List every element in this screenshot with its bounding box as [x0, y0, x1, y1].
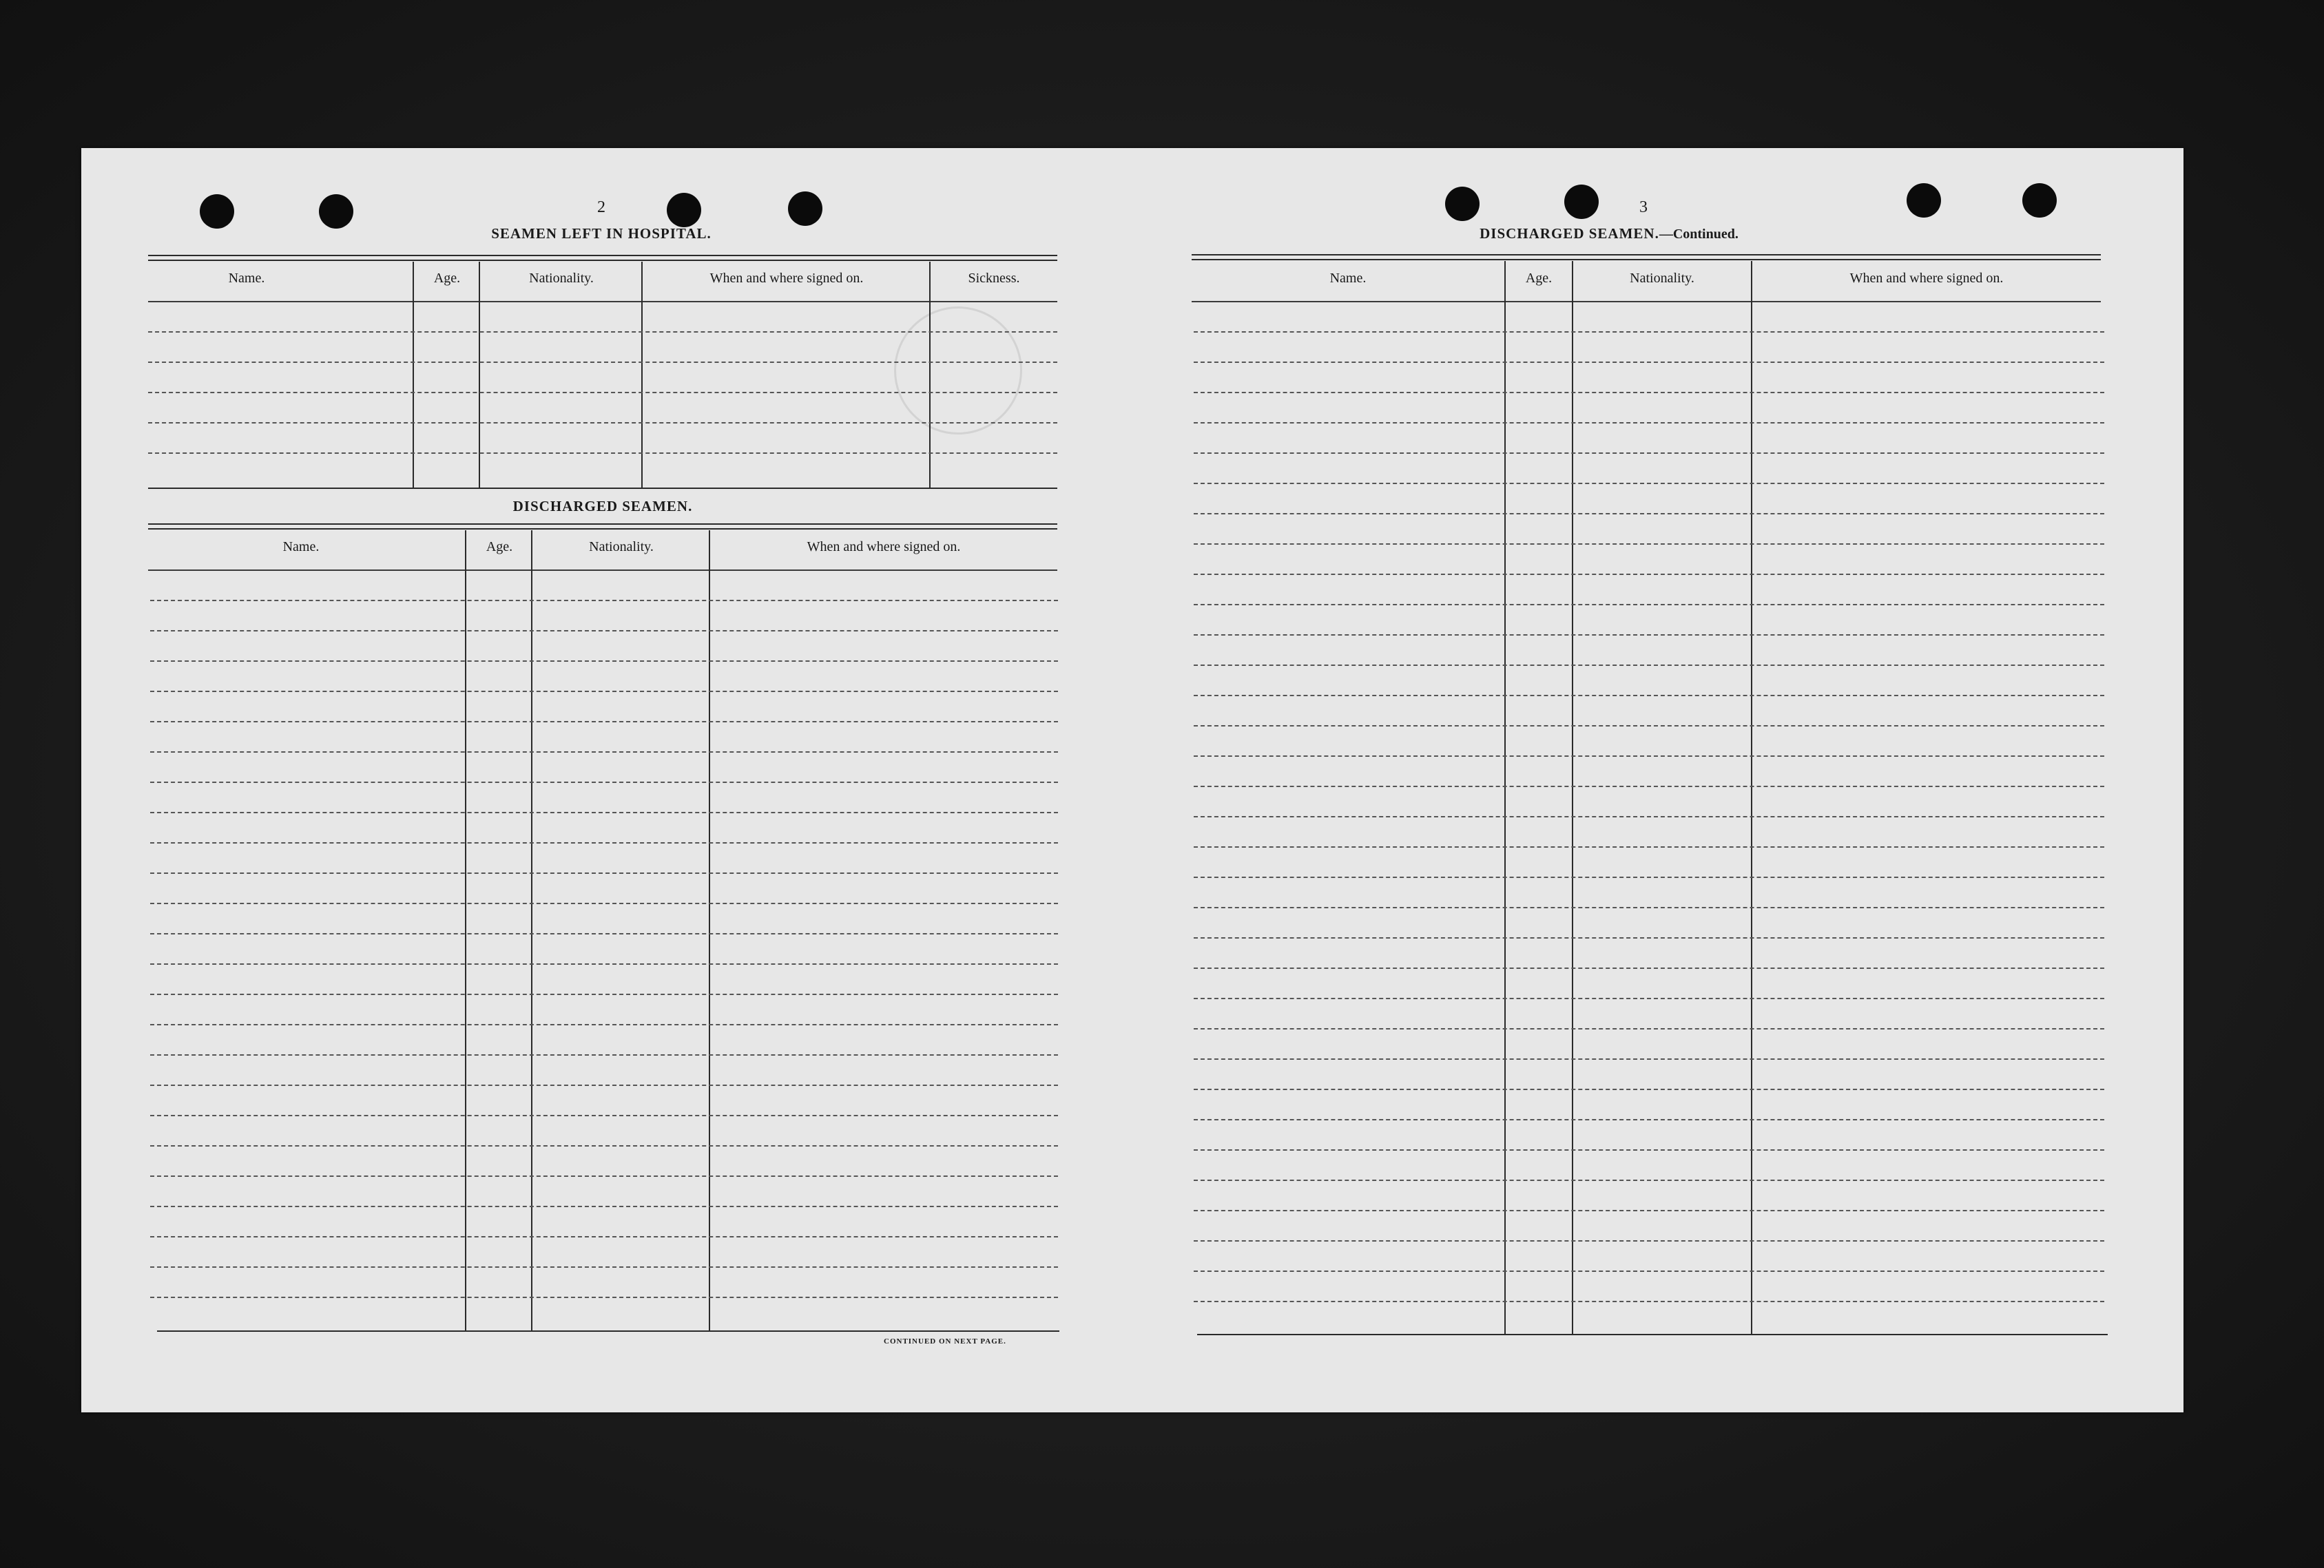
entry-line [1194, 968, 2104, 969]
entry-line [150, 994, 1058, 995]
entry-line [1194, 1301, 2104, 1302]
entry-line [1194, 998, 2104, 999]
entry-line [1194, 452, 2104, 454]
entry-line [1194, 1240, 2104, 1242]
entry-line [1194, 1058, 2104, 1060]
entry-line [150, 600, 1058, 601]
entry-line [150, 721, 1058, 722]
col-head-name: Name. [1329, 271, 1367, 286]
entry-line [150, 812, 1058, 813]
column-divider [709, 530, 710, 1330]
discharged-section-title: DISCHARGED SEAMEN. [512, 498, 693, 514]
page-number: 3 [1639, 198, 1648, 216]
hospital-top-rule [148, 255, 1057, 261]
entry-line [1194, 513, 2104, 514]
entry-line [148, 452, 1057, 454]
entry-line [1194, 543, 2104, 545]
entry-line [1194, 1028, 2104, 1029]
entry-line [148, 331, 1057, 333]
entry-line [1194, 331, 2104, 333]
continued-note: CONTINUED ON NEXT PAGE. [884, 1337, 1006, 1346]
entry-line [1194, 1210, 2104, 1211]
page-number: 2 [597, 198, 605, 216]
entry-line [1194, 1149, 2104, 1151]
hospital-bottom-rule [148, 488, 1057, 489]
col-head-signed-on: When and where signed on. [807, 539, 961, 554]
column-divider [465, 530, 466, 1330]
entry-line [150, 933, 1058, 934]
right-bottom-rule [1197, 1334, 2108, 1335]
document-sheet [81, 148, 2183, 1412]
punch-hole [788, 191, 822, 226]
right-header-rule [1192, 301, 2101, 302]
entry-line [150, 842, 1058, 844]
col-head-signed-on: When and where signed on. [1849, 271, 2004, 286]
entry-line [148, 362, 1057, 363]
entry-line [1194, 846, 2104, 848]
entry-line [150, 691, 1058, 692]
col-head-name: Name. [282, 539, 320, 554]
entry-line [148, 392, 1057, 393]
col-head-nationality: Nationality. [529, 271, 594, 286]
entry-line [150, 1085, 1058, 1086]
entry-line [1194, 665, 2104, 666]
entry-line [1194, 1271, 2104, 1272]
entry-line [1194, 1180, 2104, 1181]
col-head-nationality: Nationality. [1630, 271, 1694, 286]
punch-hole [1907, 183, 1941, 218]
entry-line [150, 1266, 1058, 1268]
punch-hole [2022, 183, 2057, 218]
entry-line [150, 782, 1058, 783]
column-divider [531, 530, 532, 1330]
entry-line [150, 630, 1058, 631]
col-head-age: Age. [486, 539, 513, 554]
entry-line [150, 1297, 1058, 1298]
entry-line [1194, 483, 2104, 484]
entry-line [1194, 816, 2104, 817]
entry-line [150, 1206, 1058, 1207]
discharged-top-rule [148, 523, 1057, 530]
entry-line [150, 1054, 1058, 1056]
entry-line [150, 1115, 1058, 1116]
entry-line [1194, 877, 2104, 878]
entry-line [150, 1236, 1058, 1237]
entry-line [1194, 634, 2104, 636]
entry-line [150, 1175, 1058, 1177]
punch-hole [200, 194, 234, 229]
entry-line [1194, 1089, 2104, 1090]
entry-line [150, 872, 1058, 874]
punch-hole [319, 194, 353, 229]
entry-line [1194, 392, 2104, 393]
entry-line [1194, 604, 2104, 605]
entry-line [150, 1145, 1058, 1147]
entry-line [1194, 725, 2104, 726]
entry-line [1194, 907, 2104, 908]
faded-stamp [894, 306, 1022, 435]
col-head-signed-on: When and where signed on. [709, 271, 864, 286]
entry-line [1194, 786, 2104, 787]
entry-line [150, 660, 1058, 662]
discharged-header-rule [148, 569, 1057, 571]
entry-line [148, 422, 1057, 424]
col-head-age: Age. [1525, 271, 1553, 286]
right-top-rule [1192, 254, 2101, 260]
punch-hole [667, 193, 701, 227]
entry-line [1194, 574, 2104, 575]
section-title-suffix: —Continued. [1659, 227, 1739, 242]
col-head-age: Age. [433, 271, 461, 286]
col-head-sickness: Sickness. [968, 271, 1020, 286]
punch-hole [1445, 187, 1480, 221]
entry-line [150, 1024, 1058, 1025]
entry-line [1194, 695, 2104, 696]
section-title-text: DISCHARGED SEAMEN. [1480, 225, 1659, 242]
entry-line [1194, 422, 2104, 424]
punch-hole [1564, 185, 1599, 219]
entry-line [1194, 1119, 2104, 1120]
hospital-header-rule [148, 301, 1057, 302]
entry-line [1194, 937, 2104, 939]
entry-line [150, 963, 1058, 965]
discharged-bottom-rule [157, 1330, 1059, 1332]
entry-line [150, 751, 1058, 753]
entry-line [150, 903, 1058, 904]
col-head-nationality: Nationality. [589, 539, 654, 554]
discharged-continued-title [1396, 225, 1823, 242]
entry-line [1194, 755, 2104, 757]
entry-line [1194, 362, 2104, 363]
col-head-name: Name. [228, 271, 265, 286]
hospital-section-title: SEAMEN LEFT IN HOSPITAL. [491, 225, 712, 242]
